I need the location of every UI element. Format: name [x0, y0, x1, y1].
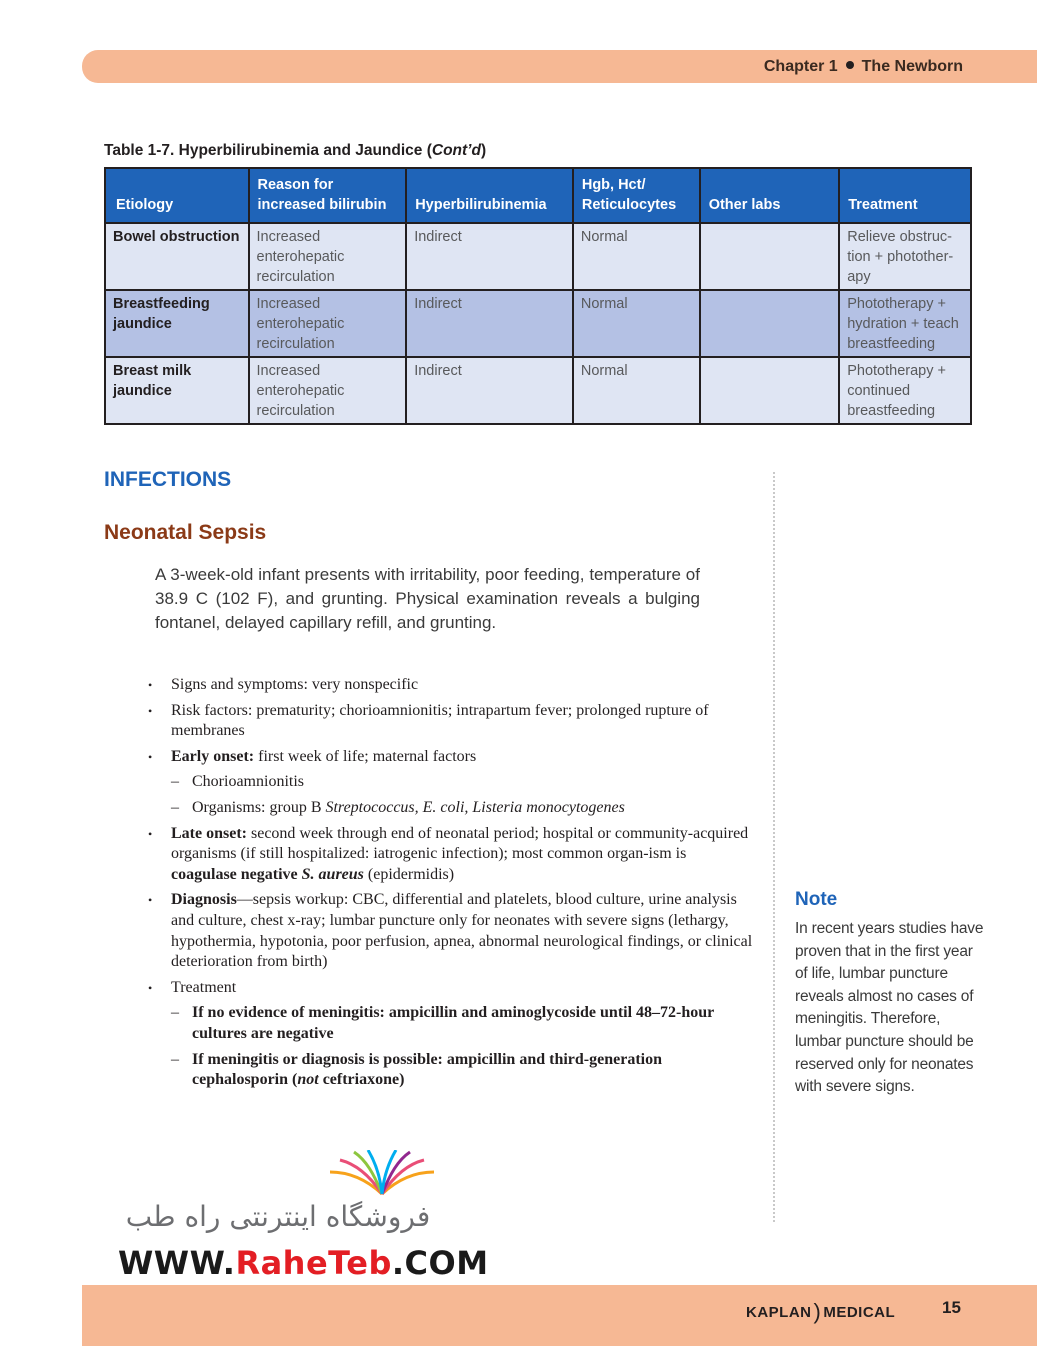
jaundice-table: [104, 167, 972, 425]
table-cell: Breast milk jaundice: [105, 357, 249, 424]
list-item: • Treatment – If no evidence of meningitis: ampicillin and aminoglycoside until 48–72-hour cultures are negative – If meningitis or diagnosis is possible: ampicillin and third-generation cephalosporin (not ceftriaxone): [148, 978, 753, 1091]
dash-icon: –: [171, 1004, 179, 1022]
sub-list: [171, 1003, 753, 1090]
table-cell: Indirect: [406, 290, 573, 357]
sub-list-item: – Chorioamnionitis: [171, 772, 753, 793]
bullet-list: [148, 675, 753, 1096]
list-item: • Signs and symptoms: very nonspecific: [148, 675, 753, 696]
bullet-icon: •: [148, 893, 153, 908]
clinical-case-text: A 3-week-old infant presents with irritability, poor feeding, temperature of 38.9 C (102 F), and grunting. Physical examination reveals a bulging fontanel, delayed capillary refill, and grunting.: [155, 565, 700, 632]
col-header: Reason for increased bilirubin: [249, 168, 407, 223]
col-header: Other labs: [700, 168, 840, 223]
table-cell: Increased enterohepatic recirculation: [249, 357, 407, 424]
sub-list-item: – If meningitis or diagnosis is possible: ampicillin and third-generation cephalosporin (not ceftriaxone): [171, 1050, 662, 1089]
table-cell: [700, 357, 840, 424]
bullet-icon: •: [148, 678, 153, 692]
table-cell: Phototherapy + hydration + teach breastfeeding: [839, 290, 971, 357]
footer-bar: [82, 1285, 1037, 1346]
chapter-label: Chapter 1: [763, 58, 838, 75]
caption-end: ): [480, 142, 487, 159]
table-cell: Bowel obstruction: [105, 223, 249, 290]
chapter-title: The Newborn: [861, 58, 963, 75]
table-caption: [104, 142, 486, 160]
list-item: • Late onset: second week through end of neonatal period; hospital or community-acquired organisms (if still hospitalized: iatrogenic infection); most common organ-ism is coagulase negative S. aureus (epidermidis): [148, 824, 749, 883]
header-bar: [82, 50, 1037, 83]
caption-italic: Cont’d: [431, 142, 481, 159]
bullet-icon: •: [148, 703, 153, 718]
margin-divider: [773, 472, 775, 1222]
bullet-icon: •: [148, 749, 153, 764]
list-item: • Diagnosis—sepsis workup: CBC, differential and platelets, blood culture, urine analysis and culture, chest x-ray; lumbar puncture only for neonates with severe signs (lethargy, hypothermia, hypotonia, poor perfusion, apnea, abnormal neurological findings, or clinical deterioration from birth): [148, 891, 753, 971]
col-header: Treatment: [839, 168, 971, 223]
table-row: [105, 223, 971, 290]
sub-list: [171, 772, 753, 818]
table-cell: [700, 290, 840, 357]
table-cell: Increased enterohepatic recirculation: [249, 290, 407, 357]
table-cell: Normal: [573, 290, 700, 357]
caption-main: Table 1-7. Hyperbilirubinemia and Jaundice (: [104, 142, 432, 159]
bullet-icon: •: [148, 826, 153, 841]
bullet-icon: •: [148, 980, 153, 995]
book-logo-icon: [322, 1150, 442, 1200]
table-header-row: [105, 168, 971, 223]
list-item: • Early onset: first week of life; maternal factors – Chorioamnionitis – Organisms: group B Streptococcus, E. coli, Listeria monocytogenes: [148, 747, 753, 819]
sub-list-item: – If no evidence of meningitis: ampicillin and aminoglycoside until 48–72-hour cultures are negative: [171, 1004, 714, 1042]
page-number: 15: [942, 1298, 961, 1317]
dash-icon: –: [171, 1050, 179, 1068]
table-row: [105, 290, 971, 357]
note-title: Note: [795, 889, 838, 910]
col-header: Hyperbilirubinemia: [406, 168, 573, 223]
dash-icon: –: [171, 798, 179, 816]
table-cell: Phototherapy + continued breastfeeding: [839, 357, 971, 424]
table-row: [105, 357, 971, 424]
table-cell: Breastfeeding jaundice: [105, 290, 249, 357]
table-cell: Normal: [573, 223, 700, 290]
table-cell: Indirect: [406, 223, 573, 290]
kaplan-paren-icon: ): [813, 1299, 822, 1324]
dash-icon: –: [171, 773, 179, 791]
table-cell: Normal: [573, 357, 700, 424]
table-cell: Relieve obstruc-tion + photother-apy: [839, 223, 971, 290]
table-cell: [700, 223, 840, 290]
kaplan-medical-logo: KAPLAN) MEDICAL: [746, 1299, 896, 1324]
bullet-dot-icon: [846, 61, 854, 69]
col-header: Etiology: [105, 168, 249, 223]
sub-list-item: – Organisms: group B Streptococcus, E. coli, Listeria monocytogenes: [171, 798, 753, 819]
col-header: Hgb, Hct/ Reticulocytes: [573, 168, 700, 223]
running-header: [764, 58, 963, 76]
list-item: • Risk factors: prematurity; chorioamnionitis; intrapartum fever; prolonged rupture of membranes: [148, 701, 709, 740]
watermark-arabic: فروشگاه اینترنتی راه طب: [125, 1200, 431, 1233]
section-title: INFECTIONS: [104, 468, 232, 491]
watermark-url: WWW.RaheTeb.COM: [118, 1244, 489, 1282]
note-body: In recent years studies have proven that in the first year of life, lumbar puncture reveals almost no cases of meningitis. Therefore, lumbar puncture should be reserved only for neonates with severe signs.: [795, 920, 984, 1096]
table-cell: Increased enterohepatic recirculation: [249, 223, 407, 290]
table-cell: Indirect: [406, 357, 573, 424]
subsection-title: Neonatal Sepsis: [104, 521, 267, 544]
